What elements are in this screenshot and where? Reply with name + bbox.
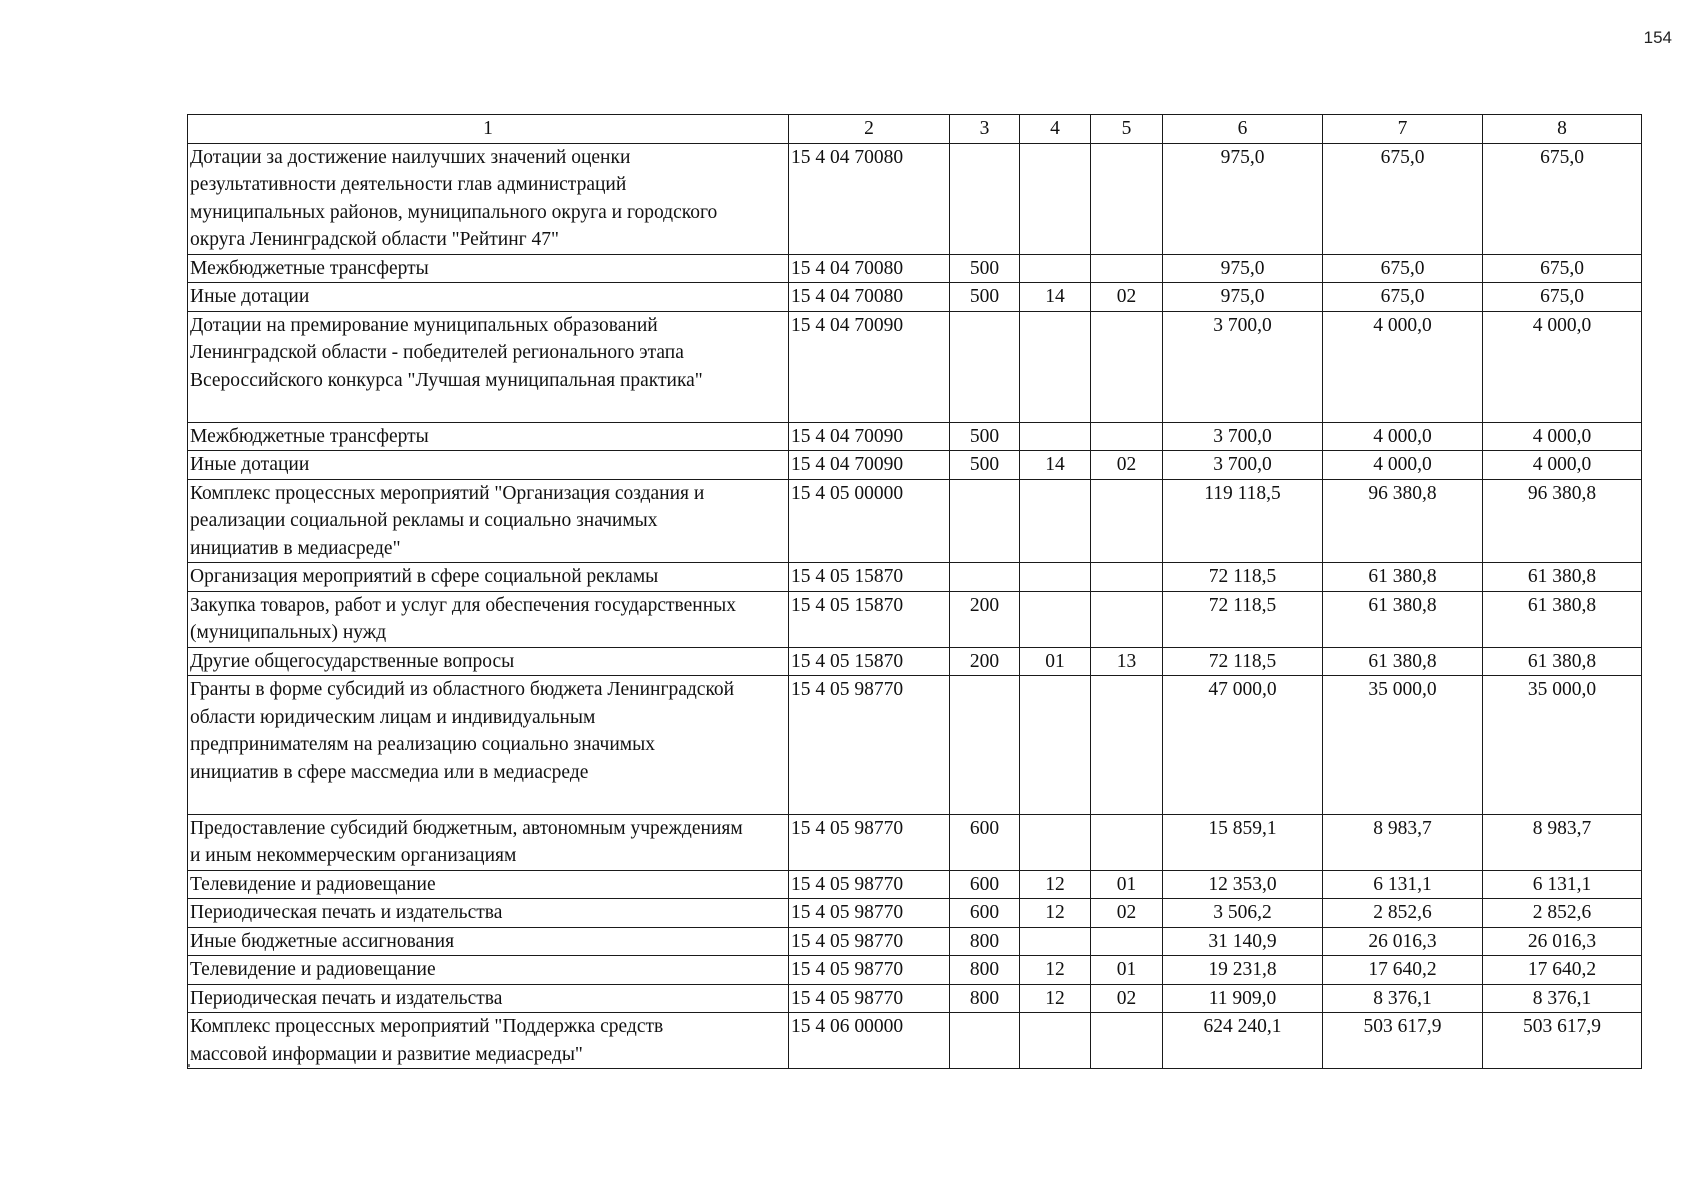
expense-type-cell: 500: [950, 451, 1020, 480]
row-name-cell: Дотации за достижение наилучших значений оценки результативности деятельности глав администраций муниципальных районов, муниципального округа и городского округа Ленинградской области "Рейтинг 47": [188, 143, 789, 254]
target-code-cell: 15 4 05 98770: [789, 927, 950, 956]
amount-col6-cell: 11 909,0: [1163, 984, 1323, 1013]
column-header: 5: [1091, 115, 1163, 144]
section-cell: [1020, 254, 1091, 283]
subsection-cell: 01: [1091, 870, 1163, 899]
amount-col7-cell: 96 380,8: [1323, 479, 1483, 563]
table-row: [188, 143, 1642, 254]
column-header: 1: [188, 115, 789, 144]
row-name-cell: Предоставление субсидий бюджетным, автономным учреждениям и иным некоммерческим организациям: [188, 814, 789, 870]
row-name-cell: Дотации на премирование муниципальных образований Ленинградской области - победителей регионального этапа Всероссийского конкурса "Лучшая муниципальная практика": [188, 311, 789, 422]
subsection-cell: 02: [1091, 984, 1163, 1013]
column-header: 2: [789, 115, 950, 144]
section-cell: 12: [1020, 870, 1091, 899]
amount-col8-cell: 4 000,0: [1483, 451, 1642, 480]
target-code-cell: 15 4 05 98770: [789, 956, 950, 985]
column-header: 8: [1483, 115, 1642, 144]
expense-type-cell: [950, 676, 1020, 815]
budget-table: [187, 114, 1642, 1069]
expense-type-cell: [950, 311, 1020, 422]
table-header-row: [188, 115, 1642, 144]
amount-col8-cell: 17 640,2: [1483, 956, 1642, 985]
amount-col6-cell: 15 859,1: [1163, 814, 1323, 870]
table-row: [188, 254, 1642, 283]
target-code-cell: 15 4 06 00000: [789, 1013, 950, 1069]
amount-col8-cell: 675,0: [1483, 283, 1642, 312]
amount-col8-cell: 503 617,9: [1483, 1013, 1642, 1069]
expense-type-cell: 800: [950, 927, 1020, 956]
amount-col8-cell: 675,0: [1483, 254, 1642, 283]
row-name-cell: Иные дотации: [188, 283, 789, 312]
subsection-cell: [1091, 591, 1163, 647]
subsection-cell: [1091, 422, 1163, 451]
amount-col6-cell: 975,0: [1163, 143, 1323, 254]
section-cell: 14: [1020, 283, 1091, 312]
column-header: 7: [1323, 115, 1483, 144]
table-row: [188, 814, 1642, 870]
amount-col7-cell: 17 640,2: [1323, 956, 1483, 985]
section-cell: [1020, 676, 1091, 815]
expense-type-cell: [950, 479, 1020, 563]
row-name-cell: Периодическая печать и издательства: [188, 899, 789, 928]
subsection-cell: [1091, 143, 1163, 254]
amount-col7-cell: 4 000,0: [1323, 451, 1483, 480]
section-cell: 14: [1020, 451, 1091, 480]
amount-col6-cell: 3 506,2: [1163, 899, 1323, 928]
expense-type-cell: 200: [950, 647, 1020, 676]
section-cell: [1020, 591, 1091, 647]
page-number: 154: [1643, 28, 1672, 47]
target-code-cell: 15 4 04 70080: [789, 283, 950, 312]
table-row: [188, 1013, 1642, 1069]
row-name-cell: Периодическая печать и издательства: [188, 984, 789, 1013]
table-row: [188, 451, 1642, 480]
table-row: [188, 899, 1642, 928]
amount-col8-cell: 4 000,0: [1483, 422, 1642, 451]
column-header: 3: [950, 115, 1020, 144]
amount-col8-cell: 35 000,0: [1483, 676, 1642, 815]
amount-col7-cell: 675,0: [1323, 254, 1483, 283]
target-code-cell: 15 4 04 70080: [789, 254, 950, 283]
section-cell: 12: [1020, 984, 1091, 1013]
amount-col7-cell: 26 016,3: [1323, 927, 1483, 956]
subsection-cell: [1091, 1013, 1163, 1069]
section-cell: [1020, 143, 1091, 254]
target-code-cell: 15 4 04 70080: [789, 143, 950, 254]
row-name-cell: Телевидение и радиовещание: [188, 956, 789, 985]
section-cell: [1020, 479, 1091, 563]
amount-col6-cell: 3 700,0: [1163, 451, 1323, 480]
amount-col8-cell: 26 016,3: [1483, 927, 1642, 956]
table-row: [188, 591, 1642, 647]
subsection-cell: 02: [1091, 451, 1163, 480]
amount-col8-cell: 8 376,1: [1483, 984, 1642, 1013]
amount-col6-cell: 19 231,8: [1163, 956, 1323, 985]
target-code-cell: 15 4 05 00000: [789, 479, 950, 563]
amount-col7-cell: 675,0: [1323, 283, 1483, 312]
expense-type-cell: 500: [950, 254, 1020, 283]
amount-col6-cell: 31 140,9: [1163, 927, 1323, 956]
section-cell: [1020, 563, 1091, 592]
section-cell: [1020, 927, 1091, 956]
expense-type-cell: 500: [950, 283, 1020, 312]
target-code-cell: 15 4 04 70090: [789, 311, 950, 422]
expense-type-cell: [950, 143, 1020, 254]
row-name-cell: Телевидение и радиовещание: [188, 870, 789, 899]
section-cell: 12: [1020, 956, 1091, 985]
amount-col6-cell: 3 700,0: [1163, 311, 1323, 422]
amount-col6-cell: 12 353,0: [1163, 870, 1323, 899]
column-header: 6: [1163, 115, 1323, 144]
row-name-cell: Иные бюджетные ассигнования: [188, 927, 789, 956]
amount-col7-cell: 61 380,8: [1323, 563, 1483, 592]
target-code-cell: 15 4 05 98770: [789, 814, 950, 870]
expense-type-cell: 800: [950, 984, 1020, 1013]
amount-col6-cell: 624 240,1: [1163, 1013, 1323, 1069]
amount-col7-cell: 8 376,1: [1323, 984, 1483, 1013]
section-cell: [1020, 311, 1091, 422]
amount-col7-cell: 61 380,8: [1323, 647, 1483, 676]
amount-col8-cell: 96 380,8: [1483, 479, 1642, 563]
expense-type-cell: 600: [950, 899, 1020, 928]
target-code-cell: 15 4 05 15870: [789, 563, 950, 592]
table-row: [188, 870, 1642, 899]
subsection-cell: [1091, 479, 1163, 563]
section-cell: [1020, 1013, 1091, 1069]
row-name-cell: Комплекс процессных мероприятий "Поддержка средств массовой информации и развитие медиасреды": [188, 1013, 789, 1069]
table-row: [188, 479, 1642, 563]
target-code-cell: 15 4 04 70090: [789, 451, 950, 480]
amount-col8-cell: 61 380,8: [1483, 563, 1642, 592]
row-name-cell: Организация мероприятий в сфере социальной рекламы: [188, 563, 789, 592]
table-body: [188, 143, 1642, 1069]
subsection-cell: 02: [1091, 283, 1163, 312]
target-code-cell: 15 4 05 98770: [789, 676, 950, 815]
amount-col6-cell: 72 118,5: [1163, 563, 1323, 592]
subsection-cell: [1091, 311, 1163, 422]
amount-col6-cell: 3 700,0: [1163, 422, 1323, 451]
target-code-cell: 15 4 04 70090: [789, 422, 950, 451]
amount-col6-cell: 975,0: [1163, 283, 1323, 312]
amount-col7-cell: 675,0: [1323, 143, 1483, 254]
subsection-cell: 13: [1091, 647, 1163, 676]
subsection-cell: [1091, 676, 1163, 815]
section-cell: [1020, 814, 1091, 870]
row-name-cell: Другие общегосударственные вопросы: [188, 647, 789, 676]
expense-type-cell: 500: [950, 422, 1020, 451]
expense-type-cell: 800: [950, 956, 1020, 985]
amount-col8-cell: 2 852,6: [1483, 899, 1642, 928]
row-name-cell: Межбюджетные трансферты: [188, 254, 789, 283]
amount-col8-cell: 6 131,1: [1483, 870, 1642, 899]
amount-col7-cell: 4 000,0: [1323, 311, 1483, 422]
table-row: [188, 422, 1642, 451]
amount-col7-cell: 2 852,6: [1323, 899, 1483, 928]
expense-type-cell: 600: [950, 814, 1020, 870]
subsection-cell: [1091, 814, 1163, 870]
amount-col8-cell: 675,0: [1483, 143, 1642, 254]
amount-col7-cell: 6 131,1: [1323, 870, 1483, 899]
section-cell: 01: [1020, 647, 1091, 676]
row-name-cell: Иные дотации: [188, 451, 789, 480]
amount-col8-cell: 8 983,7: [1483, 814, 1642, 870]
expense-type-cell: [950, 563, 1020, 592]
amount-col8-cell: 4 000,0: [1483, 311, 1642, 422]
target-code-cell: 15 4 05 98770: [789, 870, 950, 899]
amount-col7-cell: 35 000,0: [1323, 676, 1483, 815]
row-name-cell: Межбюджетные трансферты: [188, 422, 789, 451]
amount-col6-cell: 47 000,0: [1163, 676, 1323, 815]
subsection-cell: [1091, 563, 1163, 592]
row-name-cell: Комплекс процессных мероприятий "Организация создания и реализации социальной рекламы и социально значимых инициатив в медиасреде": [188, 479, 789, 563]
table-row: [188, 927, 1642, 956]
expense-type-cell: 600: [950, 870, 1020, 899]
expense-type-cell: 200: [950, 591, 1020, 647]
table-row: [188, 647, 1642, 676]
amount-col7-cell: 8 983,7: [1323, 814, 1483, 870]
amount-col6-cell: 119 118,5: [1163, 479, 1323, 563]
amount-col8-cell: 61 380,8: [1483, 591, 1642, 647]
section-cell: 12: [1020, 899, 1091, 928]
amount-col7-cell: 4 000,0: [1323, 422, 1483, 451]
target-code-cell: 15 4 05 98770: [789, 984, 950, 1013]
amount-col6-cell: 975,0: [1163, 254, 1323, 283]
scan-mark: [188, 1064, 190, 1067]
subsection-cell: [1091, 927, 1163, 956]
amount-col6-cell: 72 118,5: [1163, 591, 1323, 647]
section-cell: [1020, 422, 1091, 451]
subsection-cell: 01: [1091, 956, 1163, 985]
table-row: [188, 283, 1642, 312]
table-row: [188, 676, 1642, 815]
subsection-cell: [1091, 254, 1163, 283]
table-row: [188, 984, 1642, 1013]
row-name-cell: Гранты в форме субсидий из областного бюджета Ленинградской области юридическим лицам и индивидуальным предпринимателям на реализацию социально значимых инициатив в сфере массмедиа или в медиасреде: [188, 676, 789, 815]
table-row: [188, 956, 1642, 985]
target-code-cell: 15 4 05 15870: [789, 591, 950, 647]
target-code-cell: 15 4 05 15870: [789, 647, 950, 676]
amount-col6-cell: 72 118,5: [1163, 647, 1323, 676]
amount-col7-cell: 503 617,9: [1323, 1013, 1483, 1069]
amount-col8-cell: 61 380,8: [1483, 647, 1642, 676]
row-name-cell: Закупка товаров, работ и услуг для обеспечения государственных (муниципальных) нужд: [188, 591, 789, 647]
amount-col7-cell: 61 380,8: [1323, 591, 1483, 647]
subsection-cell: 02: [1091, 899, 1163, 928]
table-row: [188, 311, 1642, 422]
column-header: 4: [1020, 115, 1091, 144]
expense-type-cell: [950, 1013, 1020, 1069]
table-row: [188, 563, 1642, 592]
target-code-cell: 15 4 05 98770: [789, 899, 950, 928]
